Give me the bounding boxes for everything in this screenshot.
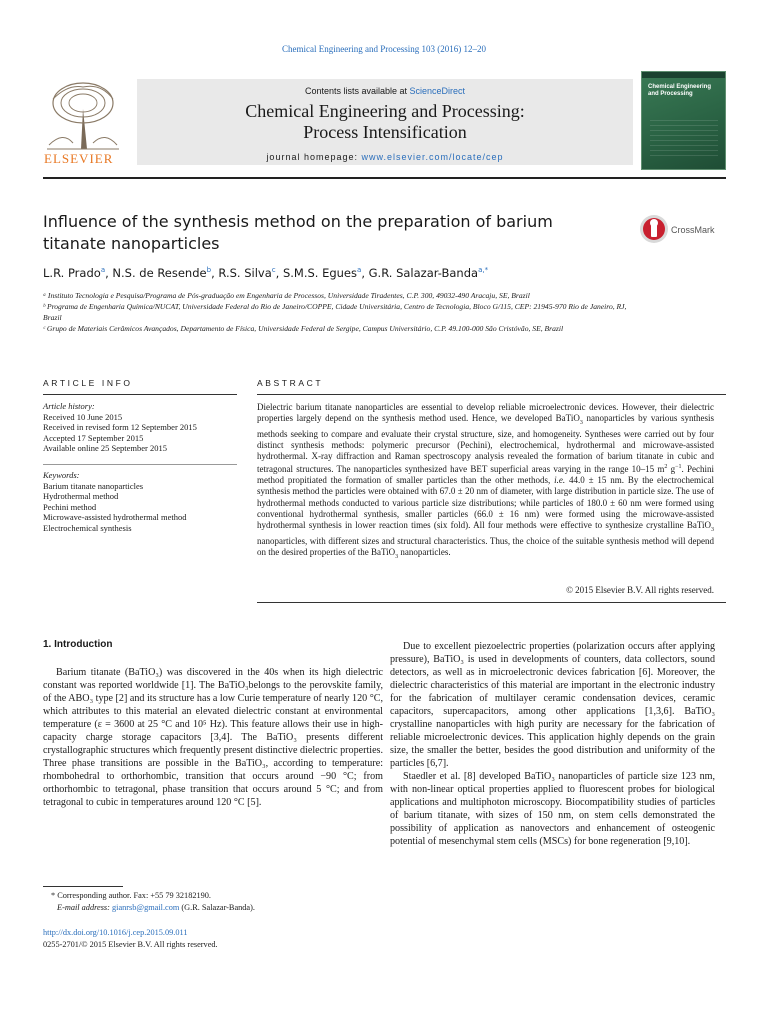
abstract-heading: ABSTRACT [257,378,324,388]
keywords: Keywords: Barium titanate nanoparticles Hydrothermal method Pechini method Microwave-assisted hydrothermal method Electrochemical synthesis [43,470,233,533]
homepage-link[interactable]: www.elsevier.com/locate/cep [361,152,504,162]
affiliation-a: ᵃ Instituto Tecnologia e Pesquisa/Programa de Pós-graduação em Engenharia de Processos, Universidade Tiradentes, C.P. 300, 49032-490 Aracaju, SE, Brazil [43,291,530,300]
journal-reference[interactable]: Chemical Engineering and Processing 103 (2016) 12–20 [282,44,486,54]
author-5: G.R. Salazar-Banda$^{a,*}$ [368,266,489,280]
cover-title: Chemical Engineering and Processing [648,84,712,97]
crossmark-badge[interactable]: CrossMark [639,214,729,246]
intro-left-column [43,666,383,809]
intro-paragraph: Staedler et al. [8] developed BaTiO₃ nanoparticles of particle size 123 nm, with non-linear optical properties applied to fluorescent probes for biological applications and multiphoton microscopy. Biocompatibility studies of particles of barium titanate, with sizes of 150 nm, on stem cells demonstrated the possibility of application as nanovectors and enhancement of osteogenic potential of mesenchymal stem cells (MSCs) for bone regeneration [9,10]. [390,771,715,847]
email-link[interactable]: gianrsb@gmail.com [112,902,180,912]
abstract-text: Dielectric barium titanate nanoparticles are essential to develop reliable microelectronic devices. However, their dielectric properties largely depend on the synthesis method used. Hence, we developed BaTiO$_3$ nanoparticles by various synthesis methods seeking to compare and evaluate their crystal structure, size, and homogeneity. Syntheses were carried out by four distinct synthesis methods: polymeric precursor (Pechini), electrochemical, hydrothermal and microwave-assisted hydrothermal. X-ray diffraction and Raman spectroscopy analysis revealed the formation of barium titanate in cubic and tetragonal structures. The nanoparticles synthesized have BET superficial areas varying in the range 10–15 $m^2$ $g^{-1}$. Pechini method propitiated the formation of smaller particles than the other methods, i.e. 44.0 ± 15 nm. By the electrochemical synthesis method the particles were obtained with 67.0 ± 20 nm of diameter, with large distribution in particle size. The use of hydrothermal methods conducted to various particle size distributions; while particles of 180.0 ± 60 nm were formed using conventional hydrothermal synthesis, smaller particles (66.0 ± 16 nm) were formed using the microwave-assisted hydrothermal synthesis in lower reaction times (six fold). All four methods were effective to synthesize crystalline BaTiO$_3$ nanoparticles, with different sizes and structural characteristics. Thus, the choice of the suitable synthesis method will depend on the desired properties of the BaTiO$_3$ nanoparticles. [257,402,715,560]
article-title: Influence of the synthesis method on the preparation of barium titanate nanoparticles [43,212,553,253]
article-info-heading: ARTICLE INFO [43,378,133,388]
journal-header [43,75,633,169]
homepage-line: journal homepage: www.elsevier.com/locate/cep [266,152,504,162]
author-4: S.M.S. Egues$^a$, [282,266,369,280]
corresponding-author-footnote: * Corresponding author. Fax: +55 79 32182190. E-mail address: gianrsb@gmail.com (G.R. Salazar-Banda). [51,891,255,912]
keyword-item: Electrochemical synthesis [43,522,132,533]
article-history: Article history: Received 10 June 2015 Received in revised form 12 September 2015 Accepted 17 September 2015 Available online 25 September 2015 [43,401,197,453]
keyword-item: Hydrothermal method [43,491,119,501]
author-list [43,266,723,280]
abstract-copyright: © 2015 Elsevier B.V. All rights reserved. [566,585,714,595]
crossmark-icon [639,214,669,244]
introduction-heading: 1. Introduction [43,639,113,650]
intro-paragraph: Barium titanate (BaTiO₃) was discovered in the 40s when its high dielectric constant was reported worldwide [1]. The BaTiO₃belongs to the perovskite family, of the ABO₃ type [2] and its structure has a low Curie temperature of nearly 120 °C, which attributes to this material an elevated dielectric constant at environmental temperature (ε = 3600 at 25 °C and 10⁵ Hz). This feature allows their use in high-capacity charge storage capacitors [3,4]. The BaTiO₃ presents different crystallographic structures which frequently present distinctive dielectric properties. Three phase transitions are possible in the BaTiO₃, according to temperature: rhombohedral to orthorhombic, transition that occurs around −90 °C; from orthorhombic to tetragonal, phase transition that occurs around 5 °C; and from tetragonal to cubic in temperatures around 120 °C [5]. [43,667,383,808]
intro-right-column [390,640,715,848]
publisher-name: ELSEVIER [44,151,114,166]
doi-block [43,927,383,950]
author-1: L.R. Prado$^a$, [43,266,113,280]
journal-name: Chemical Engineering and Processing: Process Intensification [245,101,525,142]
keyword-item: Barium titanate nanoparticles [43,480,144,491]
journal-banner [137,79,633,165]
intro-paragraph: Due to excellent piezoelectric properties (polarization occurs after applying pressure), BaTiO₃ is used in developments of counters, data collectors, sound detectors, as well as in microelectronic devices fabrication [6]. Moreover, the dielectric characteristics of this material are important in the electronic industry for the fabrication of multilayer ceramic condensation devices, ceramic capacitors, supercapacitors, among other applications [1,3,6]. BaTiO₃ crystalline nanoparticles with high purity are necessary for the fabrication of reliable microelectronic devices. This application highly depends on the grain size, the smaller the better, besides the good distribution and uniformity of the particles [6,7]. [390,641,715,769]
header-rule [43,177,726,179]
affiliation-b: ᵇ Programa de Engenharia Química/NUCAT, Universidade Federal do Rio de Janeiro/COPPE, Cidade Universitária, Centro de Tecnologia, Bloco G/115, CEP: 21945-970 Rio de Janeiro, RJ, Brazil [43,302,627,322]
affiliations [43,290,643,334]
author-2: N.S. de Resende$^b$, [112,266,219,280]
issn-line: 0255-2701/© 2015 Elsevier B.V. All rights reserved. [43,939,218,949]
keyword-item: Microwave-assisted hydrothermal method [43,512,187,522]
affiliation-c: ᶜ Grupo de Materiais Cerâmicos Avançados, Departamento de Física, Universidade Federal de Sergipe, Campus Universitário, C.P. 49.100-000 São Cristóvão, SE, Brazil [43,324,564,333]
doi-link[interactable]: http://dx.doi.org/10.1016/j.cep.2015.09.011 [43,928,188,937]
sciencedirect-link[interactable]: ScienceDirect [409,86,466,96]
journal-cover-image [641,71,726,170]
author-3: R.S. Silva$^c$, [218,266,283,280]
contents-line: Contents lists available at ScienceDirect [304,86,466,96]
keyword-item: Pechini method [43,501,97,512]
